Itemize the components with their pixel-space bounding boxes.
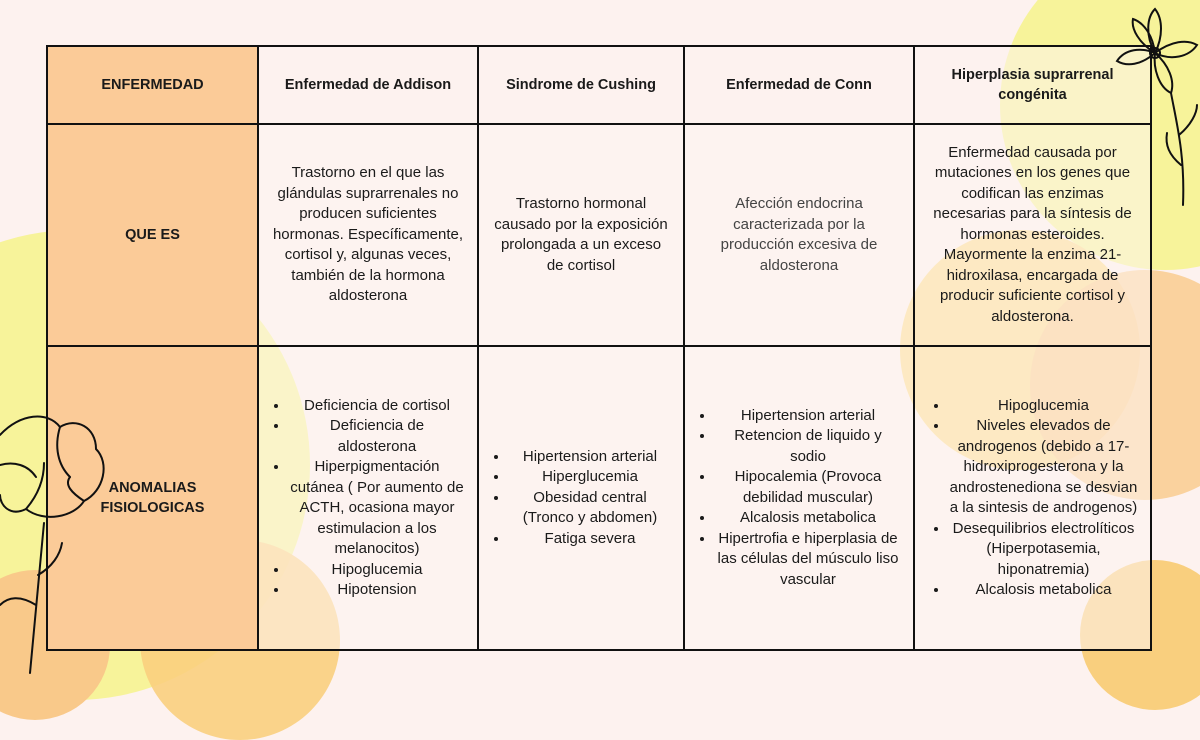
header-cushing: Sindrome de Cushing [478,46,684,124]
bullet-list [697,406,901,591]
header-addison: Enfermedad de Addison [258,46,478,124]
list-item: • Retencion de liquido y sodio [715,426,901,467]
row-label-anomalias: ANOMALIAS FISIOLOGICAS [47,346,258,650]
list-item: • Alcalosis metabolica [715,508,901,529]
list-item: • Hipoglucemia [949,396,1138,417]
list-item: • Fatiga severa [509,529,671,550]
cell-conn-que-es: Afección endocrina caracterizada por la producción excesiva de aldosterona [684,124,914,346]
list-item: • Obesidad central (Tronco y abdomen) [509,488,671,529]
list-item: • Deficiencia de cortisol [289,396,465,417]
cell-hiperplasia-anomalias [914,346,1151,650]
table-row-que-es [47,124,1151,346]
cell-conn-anomalias [684,346,914,650]
list-item: • Hipoglucemia [289,560,465,581]
list-item: • Hipertension arterial [509,447,671,468]
cell-addison-anomalias [258,346,478,650]
list-item: • Deficiencia de aldosterona [289,416,465,457]
cell-cushing-anomalias [478,346,684,650]
cell-hiperplasia-que-es: Enfermedad causada por mutaciones en los genes que codifican las enzimas necesarias para la síntesis de hormonas esteroides. Mayormente la enzima 21-hidroxilasa, encargada de producir suficiente cortisol y aldosterona. [914,124,1151,346]
header-hiperplasia: Hiperplasia suprarrenal congénita [914,46,1151,124]
comparison-table [46,45,1152,651]
table-header-row [47,46,1151,124]
list-item: • Hipocalemia (Provoca debilidad muscular) [715,467,901,508]
list-item: • Hipertension arterial [715,406,901,427]
list-item: • Desequilibrios electrolíticos (Hiperpotasemia, hiponatremia) [949,519,1138,581]
bullet-list [271,396,465,601]
header-conn: Enfermedad de Conn [684,46,914,124]
list-item: • Niveles elevados de androgenos (debido a 17-hidroxiprogesterona y la androstenediona se desvian a la sintesis de androgenos) [949,416,1138,519]
cell-cushing-que-es: Trastorno hormonal causado por la exposición prolongada a un exceso de cortisol [478,124,684,346]
list-item: • Hiperglucemia [509,467,671,488]
list-item: • Hipertrofia e hiperplasia de las células del músculo liso vascular [715,529,901,591]
list-item: • Hiperpigmentación cutánea ( Por aumento de ACTH, ocasiona mayor estimulacion a los melanocitos) [289,457,465,560]
bullet-list [491,447,671,550]
cell-addison-que-es: Trastorno en el que las glándulas suprarrenales no producen suficientes hormonas. Específicamente, cortisol y, algunas veces, también de la hormona aldosterona [258,124,478,346]
bullet-list [927,396,1138,601]
row-label-que-es: QUE ES [47,124,258,346]
list-item: • Hipotension [289,580,465,601]
header-enfermedad: ENFERMEDAD [47,46,258,124]
list-item: • Alcalosis metabolica [949,580,1138,601]
table-row-anomalias [47,346,1151,650]
